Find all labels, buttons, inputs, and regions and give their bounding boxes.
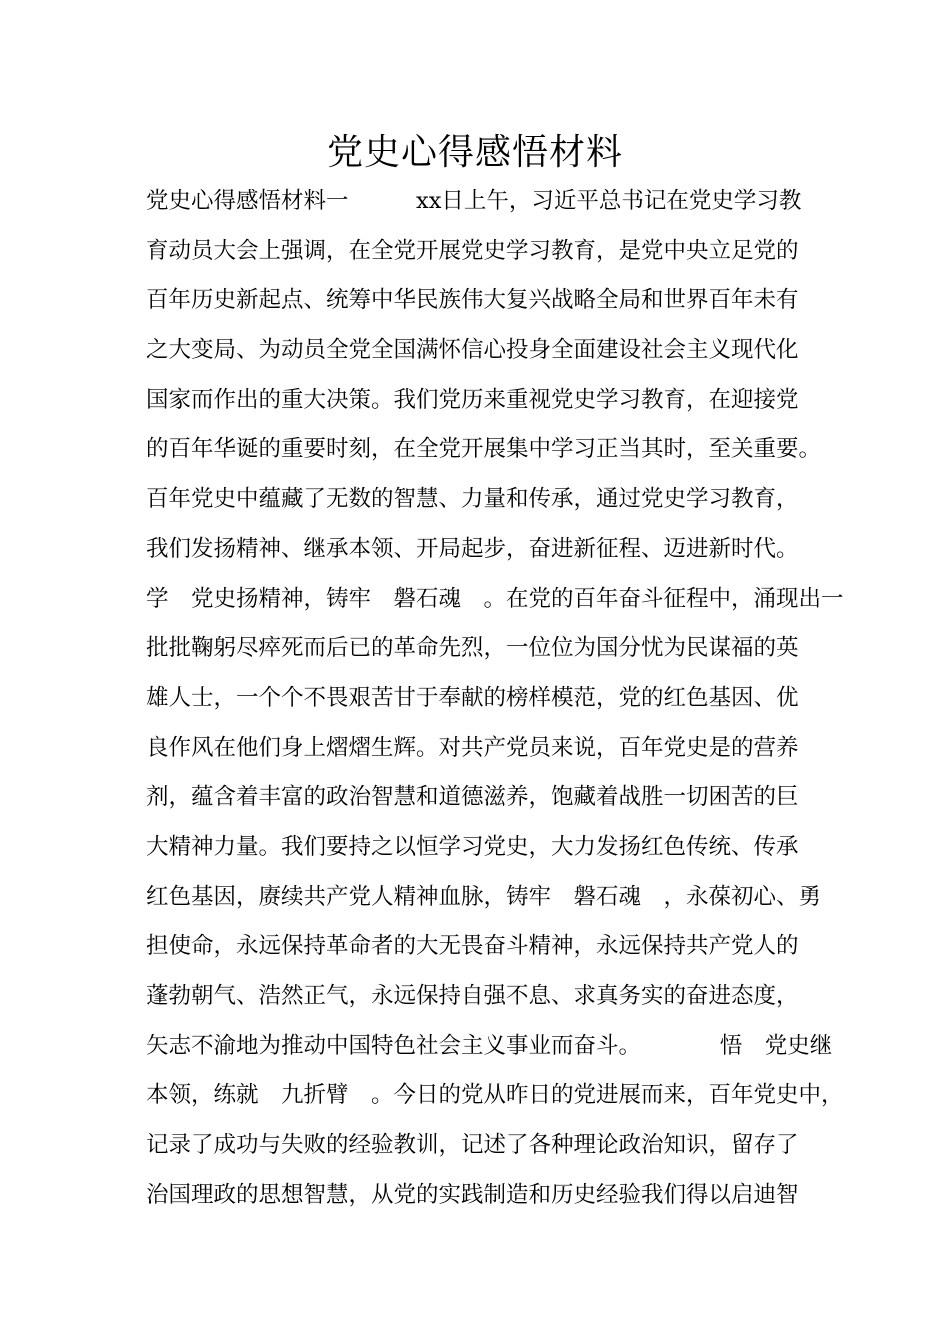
text-line: 雄人士，一个个不畏艰苦甘于奉献的榜样模范，党的红色基因、优 — [146, 684, 799, 711]
text-line: 之大变局、为动员全党全国满怀信心投身全面建设社会主义现代化 — [146, 337, 799, 364]
text-line: 良作风在他们身上熠熠生辉。对共产党员来说，百年党史是的营养 — [146, 734, 799, 761]
text-line: 蓬勃朝气、浩然正气，永远保持自强不息、求真务实的奋进态度， — [146, 983, 799, 1009]
text-line: 大精神力量。我们要持之以恒学习党史，大力发扬红色传统、传承 — [146, 833, 799, 860]
text-line: 党史心得感悟材料一 xx日上午，习近平总书记在党史学习教 — [146, 188, 802, 214]
text-line: 国家而作出的重大决策。我们党历来重视党史学习教育，在迎接党 — [146, 386, 799, 413]
text-line: 批批鞠躬尽瘁死而后已的革命先烈，一位位为国分忧为民谋福的英 — [146, 635, 799, 662]
text-line: 矢志不渝地为推动中国特色社会主义事业而奋斗。 悟 党史继 — [146, 1032, 833, 1059]
text-line: 记录了成功与失败的经验教训，记述了各种理论政治知识，留存了 — [146, 1132, 799, 1159]
text-line: 担使命，永远保持革命者的大无畏奋斗精神，永远保持共产党人的 — [146, 933, 799, 960]
document-title: 党史心得感悟材料 — [326, 132, 623, 173]
text-line: 百年历史新起点、统筹中华民族伟大复兴战略全局和世界百年未有 — [146, 287, 799, 314]
text-line: 剂，蕴含着丰富的政治智慧和道德滋养，饱藏着战胜一切困苦的巨 — [146, 784, 799, 811]
text-line: 红色基因，赓续共产党人精神血脉，铸牢 磐石魂 ，永葆初心、勇 — [146, 883, 822, 910]
text-line: 本领，练就 九折臂 。今日的党从昨日的党进展而来，百年党史中， — [146, 1082, 844, 1109]
text-line: 治国理政的思想智慧，从党的实践制造和历史经验我们得以启迪智 — [146, 1181, 799, 1208]
text-line: 育动员大会上强调，在全党开展党史学习教育，是党中央立足党的 — [146, 237, 799, 264]
text-line: 学 党史扬精神，铸牢 磐石魂 。在党的百年奋斗征程中，涌现出一 — [146, 585, 844, 612]
document-body — [146, 177, 844, 1220]
text-line: 的百年华诞的重要时刻，在全党开展集中学习正当其时，至关重要。 — [146, 436, 822, 463]
text-line: 我们发扬精神、继承本领、开局起步，奋进新征程、迈进新时代。 — [146, 535, 799, 562]
text-line: 百年党史中蕴藏了无数的智慧、力量和传承，通过党史学习教育， — [146, 486, 799, 513]
